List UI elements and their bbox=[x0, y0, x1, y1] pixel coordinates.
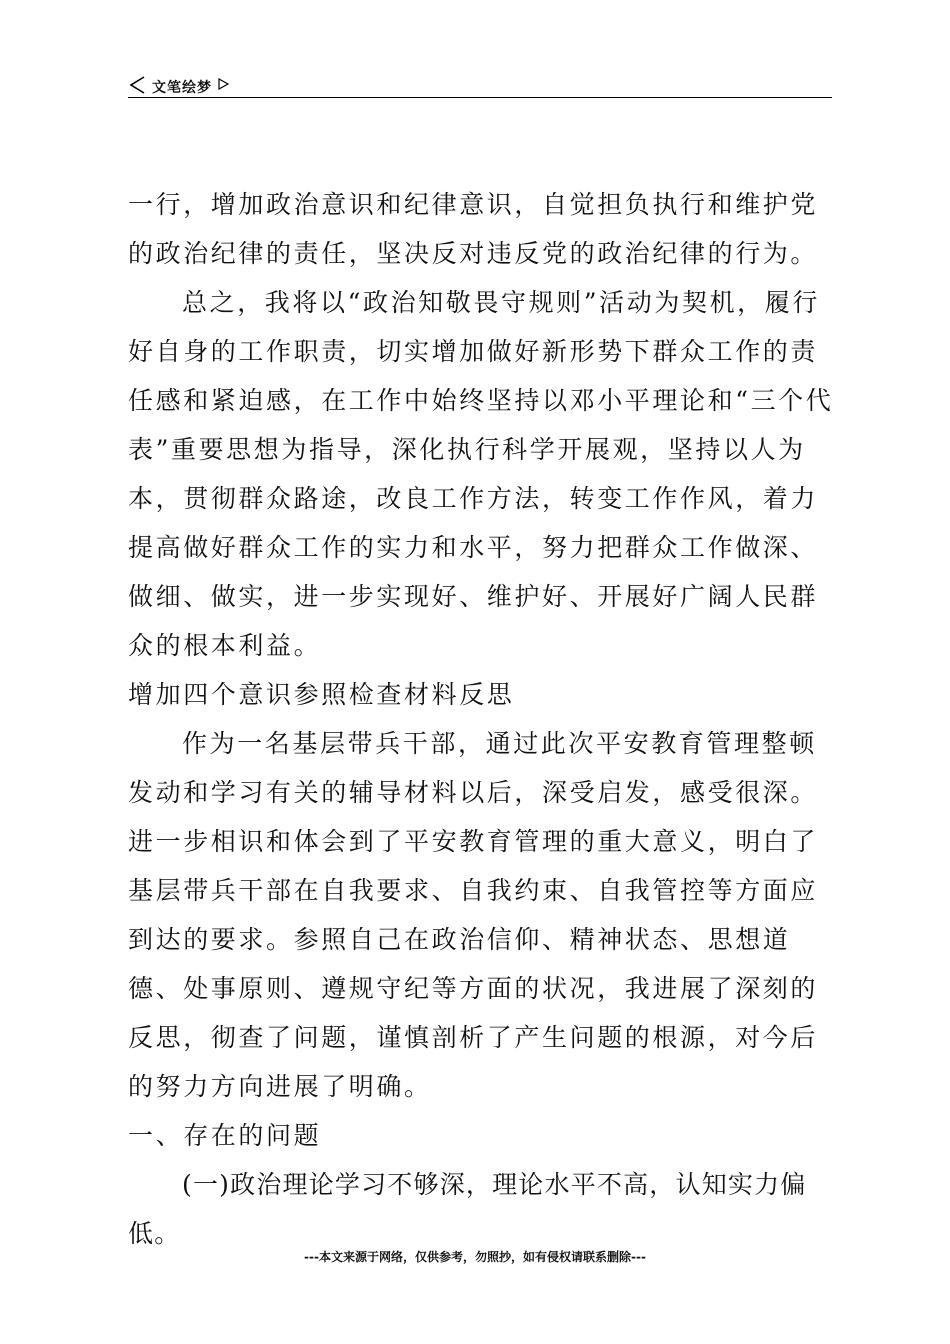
paragraph-continuation: 一行，增加政治意识和纪律意识，自觉担负执行和维护党的政治纪律的责任，坚决反对违反党的政治纪律的行为。 bbox=[128, 190, 819, 268]
right-triangle-icon bbox=[216, 76, 230, 92]
header-divider bbox=[128, 97, 832, 98]
paragraph-intro: 作为一名基层带兵干部，通过此次平安教育管理整顿发动和学习有关的辅导材料以后，深受启发，感受很深。进一步相识和体会到了平安教育管理的重大意义，明白了基层带兵干部在自我要求、自我约束、自我管控等方面应到达的要求。参照自己在政治信仰、精神状态、思想道德、处事原则、遵规守纪等方面的状况，我进展了深刻的反思，彻查了问题，谨慎剖析了产生问题的根源，对今后的努力方向进展了明确。 bbox=[128, 729, 819, 1101]
page-header bbox=[128, 74, 832, 98]
paragraph-conclusion: 总之，我将以“政治知敬畏守规则”活动为契机，履行好自身的工作职责，切实增加做好新形势下群众工作的责任感和紧迫感，在工作中始终坚持以邓小平理论和“三个代表”重要思想为指导，深化执行科学开展观，坚持以人为本，贯彻群众路途，改良工作方法，转变工作作风，着力提高做好群众工作的实力和水平，努力把群众工作做深、做细、做实，进一步实现好、维护好、开展好广阔人民群众的根本利益。 bbox=[128, 288, 834, 660]
page-footer: ---本文来源于网络，仅供参考，勿照抄，如有侵权请联系删除--- bbox=[304, 1250, 646, 1264]
header-title: 文笔绘梦 bbox=[152, 80, 212, 96]
document-body bbox=[128, 180, 840, 1258]
section-heading: 一、存在的问题 bbox=[128, 1121, 322, 1150]
left-triangle-icon bbox=[128, 74, 148, 96]
subsection-heading: (一)政治理论学习不够深，理论水平不高，认知实力偏低。 bbox=[128, 1170, 807, 1248]
section-title: 增加四个意识参照检查材料反思 bbox=[128, 680, 515, 709]
